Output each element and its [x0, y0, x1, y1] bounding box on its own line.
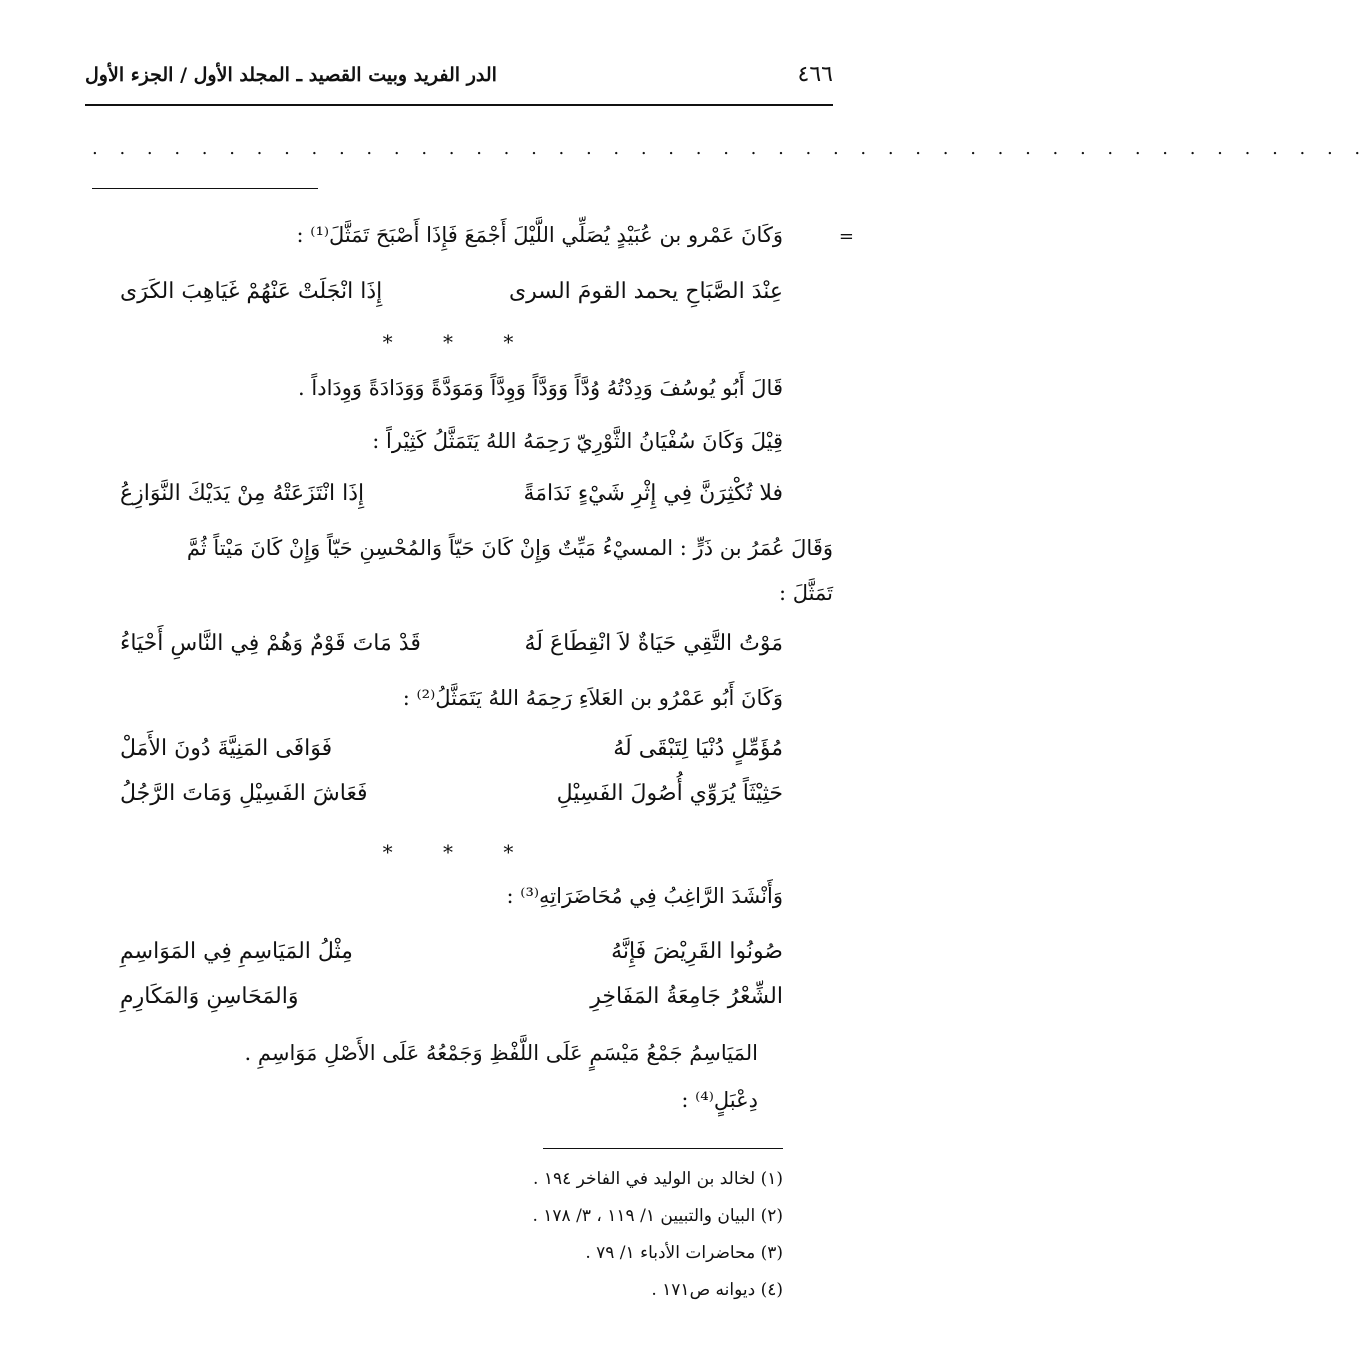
verse-second-hemistich: إِذَا انْجَلَتْ عَنْهُمْ غَيَاهِبَ الكَرَى: [120, 279, 383, 304]
verse-second-hemistich: مِثْلُ المَيَاسِمِ فِي المَوَاسِمِ: [120, 939, 353, 964]
verse-second-hemistich: فَوَافَى المَنِيَّةَ دُونَ الأَمَلْ: [120, 736, 333, 761]
paragraph-raghib: وَأَنْشَدَ الرَّاغِبُ فِي مُحَاضَرَاتِهِ⁽³⁾ :: [506, 884, 783, 908]
verse-second-hemistich: وَالمَحَاسِنِ وَالمَكَارِمِ: [120, 984, 299, 1009]
paragraph-umar-ibn-dharr: وَقَالَ عُمَرُ بن ذَرٍّ : المسيْءُ مَيِّتٌ وَإِنْ كَانَ حَيّاً وَالمُحْسِنِ حَيّاً وَإِنْ كَانَ مَيْتاً ثُمَّ: [186, 536, 833, 560]
footnote: (٢) البيان والتبيين ١/ ١١٩ ، ٣/ ١٧٨ .: [532, 1206, 783, 1226]
header-rule: [85, 104, 833, 106]
verse-second-hemistich: إِذَا انْتَزَعَتْهُ مِنْ يَدَيْكَ النَّوَازِعُ: [120, 481, 365, 506]
verse-first-hemistich: عِنْدَ الصَّبَاحِ يحمد القومَ السرى: [508, 279, 783, 304]
verse-first-hemistich: الشِّعْرُ جَامِعَةُ المَفَاخِرِ: [590, 984, 783, 1009]
continuation-mark: =: [838, 226, 854, 247]
paragraph-abu-amr: وَكَانَ أَبُو عَمْرُو بن العَلاَءِ رَحِمَهُ اللهُ يَتَمَثَّلُ⁽²⁾ :: [402, 686, 783, 710]
paragraph-mayasim: المَيَاسِمُ جَمْعُ مَيْسَمٍ عَلَى اللَّفْظِ وَجَمْعُهُ عَلَى الأَصْلِ مَوَاسِمِ .: [244, 1041, 758, 1065]
footnote-rule: [543, 1148, 783, 1149]
paragraph-dibil: دِعْبَلٍ⁽⁴⁾ :: [681, 1088, 758, 1112]
running-title: الدر الفريد وبيت القصيد ـ المجلد الأول / الجزء الأول: [85, 64, 497, 86]
verse-first-hemistich: مُؤَمِّلٍ دُنْيَا لِتَبْقَى لَهُ: [613, 736, 783, 761]
paragraph-continuation: تَمَثَّلَ :: [779, 581, 833, 605]
verse-first-hemistich: حَثِيْثَاً يُرَوِّي أُصُولَ الفَسِيْلِ: [556, 781, 783, 806]
footnote: (١) لخالد بن الوليد في الفاخر ١٩٤ .: [533, 1169, 783, 1189]
verse-second-hemistich: قَدْ مَاتَ قَوْمٌ وَهُمْ فِي النَّاسِ أَحْيَاءُ: [120, 631, 421, 656]
verse-second-hemistich: فَعَاشَ الفَسِيْلِ وَمَاتَ الرَّجُلُ: [120, 781, 368, 806]
page-number: ٤٦٦: [797, 62, 833, 87]
footnote: (٣) محاضرات الأدباء ١/ ٧٩ .: [585, 1243, 783, 1263]
verse-first-hemistich: مَوْتُ التَّقِي حَيَاةٌ لاَ انْقِطَاعَ لَهُ: [524, 631, 783, 656]
verse-first-hemistich: فلا تُكْثِرَنَّ فِي إِثْرِ شَيْءٍ نَدَامَةً: [523, 481, 783, 506]
dotted-separator: . . . . . . . . . . . . . . . . . . . . . . . . . . . . . . . . . . . . . . . . . . . . . . .: [92, 138, 1368, 159]
footnote: (٤) ديوانه ص١٧١ .: [651, 1280, 783, 1300]
verse-first-hemistich: صُونُوا القَرِيْضَ فَإِنَّهُ: [611, 939, 783, 964]
page-header: [85, 62, 833, 96]
paragraph-amr-ibn-ubayd: وَكَانَ عَمْرو بن عُبَيْدٍ يُصَلِّي اللَّيْلَ أَجْمَعَ فَإِذَا أَصْبَحَ تَمَثَّلَ⁽¹⁾ :: [296, 223, 783, 247]
paragraph-abu-yusuf: قَالَ أَبُو يُوسُفَ وَدِدْتُهُ وُدَّاً وَوَدَّاً وَوِدَّاً وَمَوَدَّةً وَوَدَادَةً وَوِدَاداً .: [298, 376, 783, 400]
section-rule: [92, 188, 318, 189]
section-stars: * * *: [382, 840, 536, 864]
paragraph-sufyan: قِيْلَ وَكَانَ سُفْيَانُ الثَّوْرِيّ رَحِمَهُ اللهُ يَتَمَثَّلُ كَثِيْراً :: [372, 429, 783, 453]
section-stars: * * *: [382, 330, 536, 354]
